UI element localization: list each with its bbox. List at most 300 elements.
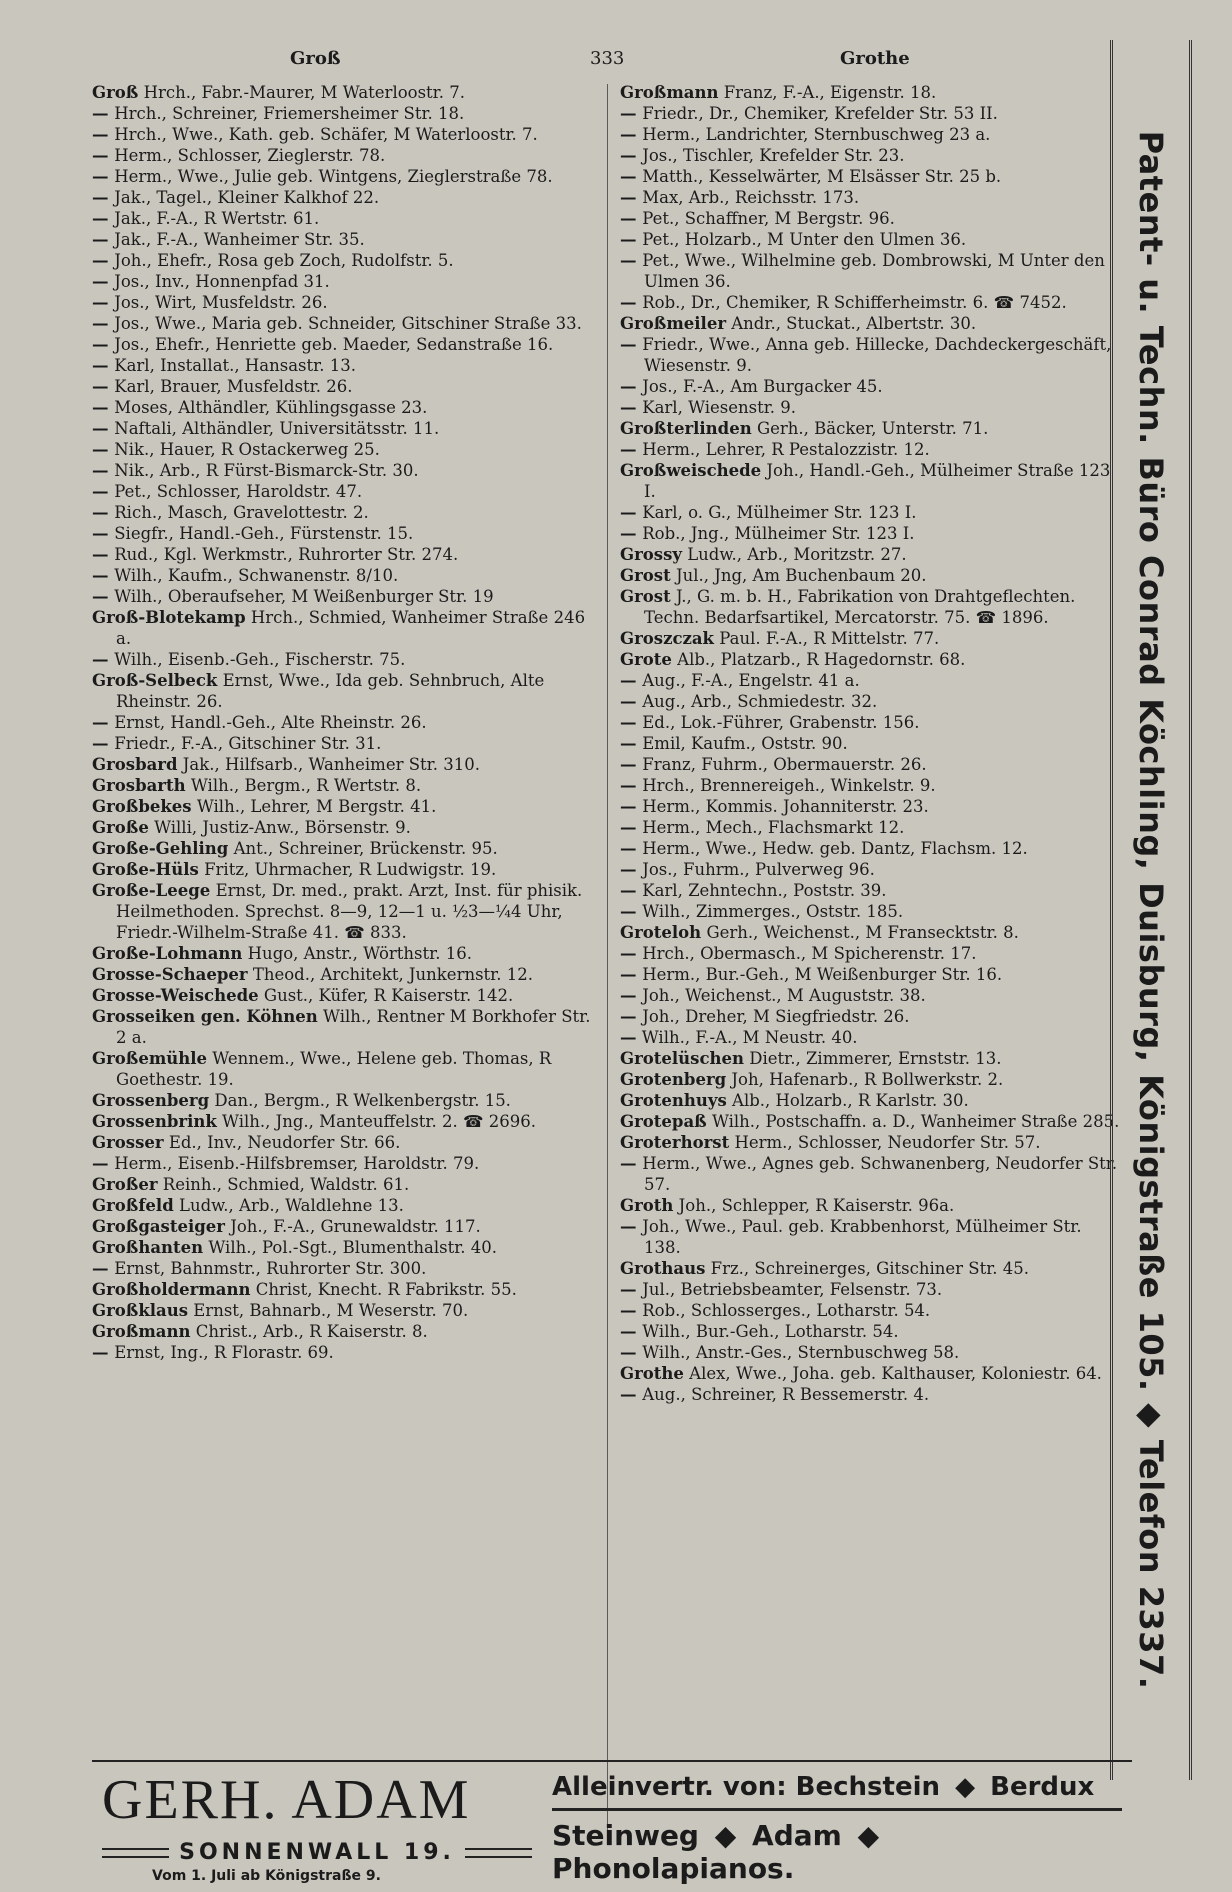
entry-name: Grost — [620, 566, 671, 585]
directory-entry — [92, 1321, 597, 1342]
directory-entry — [92, 82, 597, 103]
directory-entry — [92, 439, 597, 460]
entry-name: Groszczak — [620, 629, 714, 648]
entry-details: Wilh., F.-A., M Neustr. 40. — [641, 1028, 858, 1047]
entry-name: — — [92, 482, 115, 501]
entry-name: Großholdermann — [92, 1280, 251, 1299]
entry-name: — — [620, 1385, 643, 1404]
entry-name: Großer — [92, 1175, 158, 1194]
entry-name: — — [92, 1259, 115, 1278]
entry-details: Jak., F.-A., R Wertstr. 61. — [114, 209, 320, 228]
entry-name: Großterlinden — [620, 419, 752, 438]
directory-entry — [620, 1300, 1120, 1321]
directory-entry — [620, 1384, 1120, 1405]
entry-name: — — [620, 524, 643, 543]
entry-details: Joh., Schlepper, R Kaiserstr. 96a. — [678, 1196, 955, 1215]
entry-name: — — [620, 398, 643, 417]
entry-details: Pet., Holzarb., M Unter den Ulmen 36. — [642, 230, 967, 249]
directory-entry — [92, 775, 597, 796]
directory-entry — [92, 1006, 597, 1048]
entry-name: — — [620, 1280, 643, 1299]
header-right-keyword: Grothe — [840, 48, 910, 69]
directory-entry — [620, 418, 1120, 439]
entry-details: Friedr., Dr., Chemiker, Krefelder Str. 53 II. — [642, 104, 998, 123]
entry-details: Christ., Arb., R Kaiserstr. 8. — [195, 1322, 428, 1341]
directory-entry — [92, 292, 597, 313]
directory-entry — [620, 145, 1120, 166]
entry-details: Nik., Hauer, R Ostackerweg 25. — [114, 440, 380, 459]
directory-entry — [92, 880, 597, 943]
entry-name: — — [620, 965, 643, 984]
entry-details: Wilh., Oberaufseher, M Weißenburger Str. 19 — [114, 587, 494, 606]
directory-entry — [620, 250, 1120, 292]
entry-name: Groß-Blotekamp — [92, 608, 246, 627]
entry-name: — — [620, 986, 643, 1005]
directory-entry — [620, 1027, 1120, 1048]
entry-name: — — [92, 713, 115, 732]
directory-entry — [92, 1174, 597, 1195]
directory-entry — [620, 691, 1120, 712]
directory-entry — [92, 1132, 597, 1153]
directory-entry — [620, 1069, 1120, 1090]
directory-entry — [92, 250, 597, 271]
directory-entry — [92, 1090, 597, 1111]
entry-name: — — [620, 440, 643, 459]
entry-details: Nik., Arb., R Fürst-Bismarck-Str. 30. — [114, 461, 419, 480]
entry-details: Jak., Hilfsarb., Wanheimer Str. 310. — [182, 755, 480, 774]
directory-entry — [620, 733, 1120, 754]
entry-details: Willi, Justiz-Anw., Börsenstr. 9. — [154, 818, 411, 837]
directory-entry — [620, 628, 1120, 649]
directory-entry — [92, 859, 597, 880]
entry-name: — — [92, 230, 115, 249]
entry-name: — — [620, 1154, 643, 1173]
entry-name: Große-Leege — [92, 881, 211, 900]
entry-details: Wilh., Eisenb.-Geh., Fischerstr. 75. — [114, 650, 406, 669]
entry-details: Aug., Schreiner, R Bessemerstr. 4. — [642, 1385, 930, 1404]
sidebar-text: Patent- u. Techn. Büro Conrad Köchling, Duisburg, Königstraße 105. ◆ Telefon 2337. — [1132, 130, 1170, 1690]
entry-details: Jak., F.-A., Wanheimer Str. 35. — [114, 230, 365, 249]
entry-details: Jos., F.-A., Am Burgacker 45. — [642, 377, 883, 396]
entry-details: Herm., Schlosser, Zieglerstr. 78. — [114, 146, 386, 165]
entry-details: Joh., Ehefr., Rosa geb Zoch, Rudolfstr. 5. — [114, 251, 454, 270]
entry-name: Grotenberg — [620, 1070, 727, 1089]
entry-details: Wilh., Lehrer, M Bergstr. 41. — [196, 797, 437, 816]
entry-name: Grost — [620, 587, 671, 606]
entry-details: Pet., Wwe., Wilhelmine geb. Dombrowski, M Unter den Ulmen 36. — [642, 251, 1105, 291]
directory-entry — [92, 229, 597, 250]
entry-name: — — [620, 104, 643, 123]
directory-entry — [92, 649, 597, 670]
entry-details: Gust., Küfer, R Kaiserstr. 142. — [263, 986, 514, 1005]
entry-name: — — [92, 251, 115, 270]
entry-name: Grossenberg — [92, 1091, 210, 1110]
entry-details: Rud., Kgl. Werkmstr., Ruhrorter Str. 274. — [114, 545, 459, 564]
entry-name: — — [620, 377, 643, 396]
directory-entry — [92, 166, 597, 187]
entry-name: Grossenbrink — [92, 1112, 217, 1131]
directory-entry — [92, 943, 597, 964]
directory-entry — [620, 922, 1120, 943]
entry-name: — — [620, 671, 643, 690]
directory-entry — [92, 712, 597, 733]
directory-entry — [620, 376, 1120, 397]
entry-name: Grosse-Schaeper — [92, 965, 248, 984]
entry-name: Groth — [620, 1196, 674, 1215]
entry-details: Joh, Hafenarb., R Bollwerkstr. 2. — [731, 1070, 1004, 1089]
directory-entry — [92, 145, 597, 166]
entry-name: — — [620, 881, 643, 900]
column-divider — [607, 84, 608, 1844]
entry-name: Große-Gehling — [92, 839, 229, 858]
entry-name: Großgasteiger — [92, 1217, 225, 1236]
directory-entry — [620, 103, 1120, 124]
entry-name: — — [620, 818, 643, 837]
diamond-icon: ◆ — [714, 1819, 737, 1852]
entry-details: Franz, F.-A., Eigenstr. 18. — [723, 83, 937, 102]
entry-details: Jos., Fuhrm., Pulverweg 96. — [642, 860, 875, 879]
ad-brand: Steinweg — [552, 1819, 699, 1852]
entry-name: — — [92, 503, 115, 522]
entry-name: — — [620, 335, 643, 354]
entry-name: Groteloh — [620, 923, 702, 942]
directory-entry — [92, 460, 597, 481]
entry-details: Jos., Ehefr., Henriette geb. Maeder, Sedanstraße 16. — [114, 335, 554, 354]
entry-details: Naftali, Althändler, Universitätsstr. 11. — [114, 419, 440, 438]
entry-details: Rob., Dr., Chemiker, R Schifferheimstr. 6. ☎ 7452. — [642, 293, 1067, 312]
entry-details: Ernst, Wwe., Ida geb. Sehnbruch, Alte Rheinstr. 26. — [116, 671, 545, 711]
entry-details: Joh., Dreher, M Siegfriedstr. 26. — [642, 1007, 910, 1026]
directory-entry — [92, 313, 597, 334]
entry-name: — — [92, 566, 115, 585]
directory-entry — [92, 1048, 597, 1090]
directory-entry — [620, 166, 1120, 187]
entry-details: Wilh., Bur.-Geh., Lotharstr. 54. — [642, 1322, 899, 1341]
entry-details: Ed., Lok.-Führer, Grabenstr. 156. — [642, 713, 920, 732]
entry-details: Ernst, Dr. med., prakt. Arzt, Inst. für phisik. Heilmethoden. Sprechst. 8—9, 12—1 u. ½3—¼4 Uhr, Friedr.-Wilhelm-Straße 41. ☎ 833. — [116, 881, 583, 942]
directory-entry — [620, 460, 1120, 502]
entry-details: Reinh., Schmied, Waldstr. 61. — [162, 1175, 410, 1194]
directory-entry — [620, 1006, 1120, 1027]
entry-name: Große-Lohmann — [92, 944, 243, 963]
entry-name: Grosser — [92, 1133, 164, 1152]
directory-entry — [92, 1258, 597, 1279]
entry-details: Rob., Jng., Mülheimer Str. 123 I. — [642, 524, 915, 543]
entry-details: Ernst, Bahnmstr., Ruhrorter Str. 300. — [114, 1259, 427, 1278]
entry-name: — — [92, 545, 115, 564]
directory-entry — [92, 271, 597, 292]
entry-details: Herm., Lehrer, R Pestalozzistr. 12. — [642, 440, 930, 459]
directory-entry — [620, 1216, 1120, 1258]
directory-entry — [92, 355, 597, 376]
directory-entry — [620, 208, 1120, 229]
ad-brand: Adam — [752, 1819, 842, 1852]
entry-details: Wilh., Pol.-Sgt., Blumenthalstr. 40. — [208, 1238, 498, 1257]
entry-name: — — [92, 587, 115, 606]
entry-name: — — [92, 377, 115, 396]
entry-name: — — [92, 335, 115, 354]
entry-name: — — [92, 104, 115, 123]
ad-address-row — [102, 1840, 532, 1865]
entry-name: Grothaus — [620, 1259, 706, 1278]
entry-details: Herm., Wwe., Julie geb. Wintgens, Zieglerstraße 78. — [114, 167, 553, 186]
directory-entry — [92, 103, 597, 124]
directory-entry — [620, 817, 1120, 838]
entry-name: — — [620, 146, 643, 165]
entry-details: Siegfr., Handl.-Geh., Fürstenstr. 15. — [114, 524, 414, 543]
directory-entry — [92, 1237, 597, 1258]
directory-entry — [92, 670, 597, 712]
entry-name: — — [620, 860, 643, 879]
directory-entry — [620, 1111, 1120, 1132]
entry-name: — — [620, 251, 643, 270]
directory-entry — [620, 586, 1120, 628]
directory-entry — [620, 229, 1120, 250]
entry-name: — — [620, 125, 643, 144]
entry-details: Ludw., Arb., Moritzstr. 27. — [687, 545, 907, 564]
entry-name: Großweischede — [620, 461, 762, 480]
directory-entry — [620, 838, 1120, 859]
entry-name: — — [92, 419, 115, 438]
entry-details: Jos., Wwe., Maria geb. Schneider, Gitschiner Straße 33. — [114, 314, 582, 333]
entry-name: — — [92, 167, 115, 186]
directory-entry — [92, 607, 597, 649]
entry-details: Theod., Architekt, Junkernstr. 12. — [252, 965, 533, 984]
entry-name: — — [92, 1154, 115, 1173]
entry-name: — — [620, 209, 643, 228]
directory-entry — [92, 796, 597, 817]
entry-name: Grosseiken gen. Köhnen — [92, 1007, 318, 1026]
page-header — [80, 48, 1140, 78]
entry-details: Karl, Brauer, Musfeldstr. 26. — [114, 377, 353, 396]
entry-name: Großbekes — [92, 797, 192, 816]
directory-entry — [92, 124, 597, 145]
entry-name: — — [620, 188, 643, 207]
entry-details: Jos., Wirt, Musfeldstr. 26. — [114, 293, 328, 312]
entry-name: — — [620, 902, 643, 921]
entry-details: Andr., Stuckat., Albertstr. 30. — [731, 314, 977, 333]
entry-name: — — [620, 167, 643, 186]
entry-details: Wennem., Wwe., Helene geb. Thomas, R Goethestr. 19. — [116, 1049, 552, 1089]
entry-details: Pet., Schlosser, Haroldstr. 47. — [114, 482, 363, 501]
entry-name: Großfeld — [92, 1196, 174, 1215]
directory-entry — [620, 1090, 1120, 1111]
entry-details: J., G. m. b. H., Fabrikation von Drahtgeflechten. Techn. Bedarfsartikel, Mercatorstr. 75. ☎ 1896. — [644, 587, 1076, 627]
entry-details: Dietr., Zimmerer, Ernststr. 13. — [749, 1049, 1002, 1068]
entry-details: Karl, Wiesenstr. 9. — [642, 398, 797, 417]
entry-details: Ludw., Arb., Waldlehne 13. — [178, 1196, 404, 1215]
entry-name: Grotepaß — [620, 1112, 707, 1131]
entry-name: — — [92, 650, 115, 669]
directory-entry — [92, 733, 597, 754]
entry-name: — — [92, 188, 115, 207]
directory-entry — [92, 838, 597, 859]
entry-details: Alb., Holzarb., R Karlstr. 30. — [732, 1091, 969, 1110]
entry-details: Frz., Schreinerges, Gitschiner Str. 45. — [710, 1259, 1030, 1278]
directory-entry — [92, 754, 597, 775]
entry-name: — — [620, 776, 643, 795]
left-column — [92, 82, 597, 1363]
entry-name: Grote — [620, 650, 672, 669]
directory-entry — [620, 775, 1120, 796]
ad-brands — [552, 1772, 1122, 1885]
entry-details: Herm., Kommis. Johanniterstr. 23. — [642, 797, 929, 816]
entry-name: Grosbarth — [92, 776, 186, 795]
entry-details: Wilh., Postschaffn. a. D., Wanheimer Straße 285. — [711, 1112, 1120, 1131]
entry-name: — — [92, 440, 115, 459]
entry-details: Ernst, Ing., R Florastr. 69. — [114, 1343, 334, 1362]
directory-entry — [620, 964, 1120, 985]
page-number: 333 — [590, 48, 625, 69]
entry-name: — — [92, 461, 115, 480]
directory-entry — [92, 586, 597, 607]
entry-name: Große — [92, 818, 149, 837]
entry-details: Friedr., Wwe., Anna geb. Hillecke, Dachdeckergeschäft, Wiesenstr. 9. — [642, 335, 1112, 375]
entry-details: Ernst, Handl.-Geh., Alte Rheinstr. 26. — [114, 713, 427, 732]
entry-name: Großmann — [92, 1322, 191, 1341]
directory-entry — [620, 1048, 1120, 1069]
entry-name: — — [620, 713, 643, 732]
entry-details: Pet., Schaffner, M Bergstr. 96. — [642, 209, 895, 228]
entry-name: — — [92, 356, 115, 375]
directory-entry — [620, 1321, 1120, 1342]
entry-details: Moses, Althändler, Kühlingsgasse 23. — [114, 398, 428, 417]
entry-details: Joh., F.-A., Grunewaldstr. 117. — [230, 1217, 481, 1236]
entry-details: Herm., Wwe., Hedw. geb. Dantz, Flachsm. 12. — [642, 839, 1028, 858]
directory-entry — [620, 439, 1120, 460]
bottom-advertisement — [92, 1760, 1132, 1885]
entry-name: — — [620, 797, 643, 816]
entry-details: Wilh., Jng., Manteuffelstr. 2. ☎ 2696. — [222, 1112, 536, 1131]
directory-entry — [620, 985, 1120, 1006]
entry-name: — — [620, 692, 643, 711]
entry-details: Aug., F.-A., Engelstr. 41 a. — [642, 671, 860, 690]
directory-entry — [92, 208, 597, 229]
ad-new-address: Vom 1. Juli ab Königstraße 9. — [152, 1868, 381, 1884]
entry-details: Wilh., Anstr.-Ges., Sternbuschweg 58. — [642, 1343, 960, 1362]
directory-entry — [92, 334, 597, 355]
entry-details: Franz, Fuhrm., Obermauerstr. 26. — [642, 755, 927, 774]
directory-entry — [92, 1216, 597, 1237]
directory-entry — [92, 502, 597, 523]
entry-details: Ernst, Bahnarb., M Weserstr. 70. — [193, 1301, 469, 1320]
entry-details: Jos., Inv., Honnenpfad 31. — [114, 272, 330, 291]
directory-entry — [620, 943, 1120, 964]
entry-details: Jul., Betriebsbeamter, Felsenstr. 73. — [642, 1280, 943, 1299]
entry-name: — — [92, 524, 115, 543]
directory-entry — [92, 1300, 597, 1321]
entry-details: Jos., Tischler, Krefelder Str. 23. — [642, 146, 905, 165]
entry-name: Groterhorst — [620, 1133, 730, 1152]
entry-details: Joh., Wwe., Paul. geb. Krabbenhorst, Mülheimer Str. 138. — [642, 1217, 1082, 1257]
entry-name: — — [620, 503, 643, 522]
directory-entry — [620, 1258, 1120, 1279]
directory-entry — [92, 397, 597, 418]
entry-details: Herm., Wwe., Agnes geb. Schwanenberg, Neudorfer Str. 57. — [642, 1154, 1118, 1194]
directory-entry — [92, 376, 597, 397]
entry-details: Ed., Inv., Neudorfer Str. 66. — [168, 1133, 401, 1152]
entry-name: Große-Hüls — [92, 860, 199, 879]
directory-entry — [620, 754, 1120, 775]
entry-details: Wilh., Kaufm., Schwanenstr. 8/10. — [114, 566, 399, 585]
entry-name: — — [92, 1343, 115, 1362]
directory-entry — [620, 124, 1120, 145]
entry-details: Jak., Tagel., Kleiner Kalkhof 22. — [114, 188, 380, 207]
ad-address: SONNENWALL 19. — [179, 1840, 455, 1865]
entry-details: Hrch., Wwe., Kath. geb. Schäfer, M Waterloostr. 7. — [114, 125, 538, 144]
directory-entry — [92, 1279, 597, 1300]
entry-details: Karl, Zehntechn., Poststr. 39. — [642, 881, 887, 900]
entry-name: Großhanten — [92, 1238, 204, 1257]
entry-name: Großklaus — [92, 1301, 189, 1320]
entry-name: Großmeiler — [620, 314, 727, 333]
entry-details: Herm., Mech., Flachsmarkt 12. — [642, 818, 905, 837]
entry-details: Matth., Kesselwärter, M Elsässer Str. 25 b. — [642, 167, 1002, 186]
entry-name: — — [92, 125, 115, 144]
entry-name: — — [620, 230, 643, 249]
directory-entry — [620, 565, 1120, 586]
entry-details: Hrch., Schreiner, Friemersheimer Str. 18. — [114, 104, 465, 123]
entry-details: Emil, Kaufm., Oststr. 90. — [642, 734, 848, 753]
entry-name: — — [92, 293, 115, 312]
entry-name: — — [92, 209, 115, 228]
entry-name: Grotelüschen — [620, 1049, 744, 1068]
entry-name: — — [620, 1343, 643, 1362]
directory-entry — [620, 1195, 1120, 1216]
ad-brands-line1 — [552, 1772, 1122, 1811]
entry-name: — — [92, 272, 115, 291]
entry-details: Paul. F.-A., R Mittelstr. 77. — [719, 629, 940, 648]
entry-details: Hugo, Anstr., Wörthstr. 16. — [247, 944, 472, 963]
directory-entry — [620, 334, 1120, 376]
directory-entry — [620, 187, 1120, 208]
entry-name: — — [92, 146, 115, 165]
entry-name: — — [620, 1301, 643, 1320]
entry-details: Herm., Bur.-Geh., M Weißenburger Str. 16. — [642, 965, 1003, 984]
entry-name: Grosse-Weischede — [92, 986, 259, 1005]
entry-details: Herm., Landrichter, Sternbuschweg 23 a. — [642, 125, 991, 144]
entry-details: Hrch., Brennereigeh., Winkelstr. 9. — [642, 776, 936, 795]
directory-entry — [92, 418, 597, 439]
directory-entry — [620, 1153, 1120, 1195]
directory-entry — [620, 1342, 1120, 1363]
directory-entry — [620, 649, 1120, 670]
entry-name: Grotenhuys — [620, 1091, 727, 1110]
entry-name: Grothe — [620, 1364, 684, 1383]
directory-entry — [620, 1279, 1120, 1300]
entry-details: Gerh., Weichenst., M Fransecktstr. 8. — [706, 923, 1019, 942]
directory-entry — [620, 292, 1120, 313]
directory-entry — [620, 397, 1120, 418]
entry-name: Großmann — [620, 83, 719, 102]
header-left-keyword: Groß — [290, 48, 341, 69]
directory-entry — [92, 817, 597, 838]
directory-entry — [620, 502, 1120, 523]
directory-entry — [92, 481, 597, 502]
ad-brand: Berdux — [990, 1772, 1095, 1802]
entry-name: Groß-Selbeck — [92, 671, 218, 690]
sidebar-advertisement — [1110, 40, 1192, 1780]
diamond-icon: ◆ — [857, 1819, 880, 1852]
entry-details: Ant., Schreiner, Brückenstr. 95. — [233, 839, 498, 858]
directory-entry — [92, 523, 597, 544]
directory-entry — [92, 544, 597, 565]
ad-rule-left — [102, 1848, 169, 1858]
entry-details: Christ, Knecht. R Fabrikstr. 55. — [255, 1280, 517, 1299]
directory-entry — [620, 1363, 1120, 1384]
directory-entry — [92, 1195, 597, 1216]
directory-entry — [620, 901, 1120, 922]
